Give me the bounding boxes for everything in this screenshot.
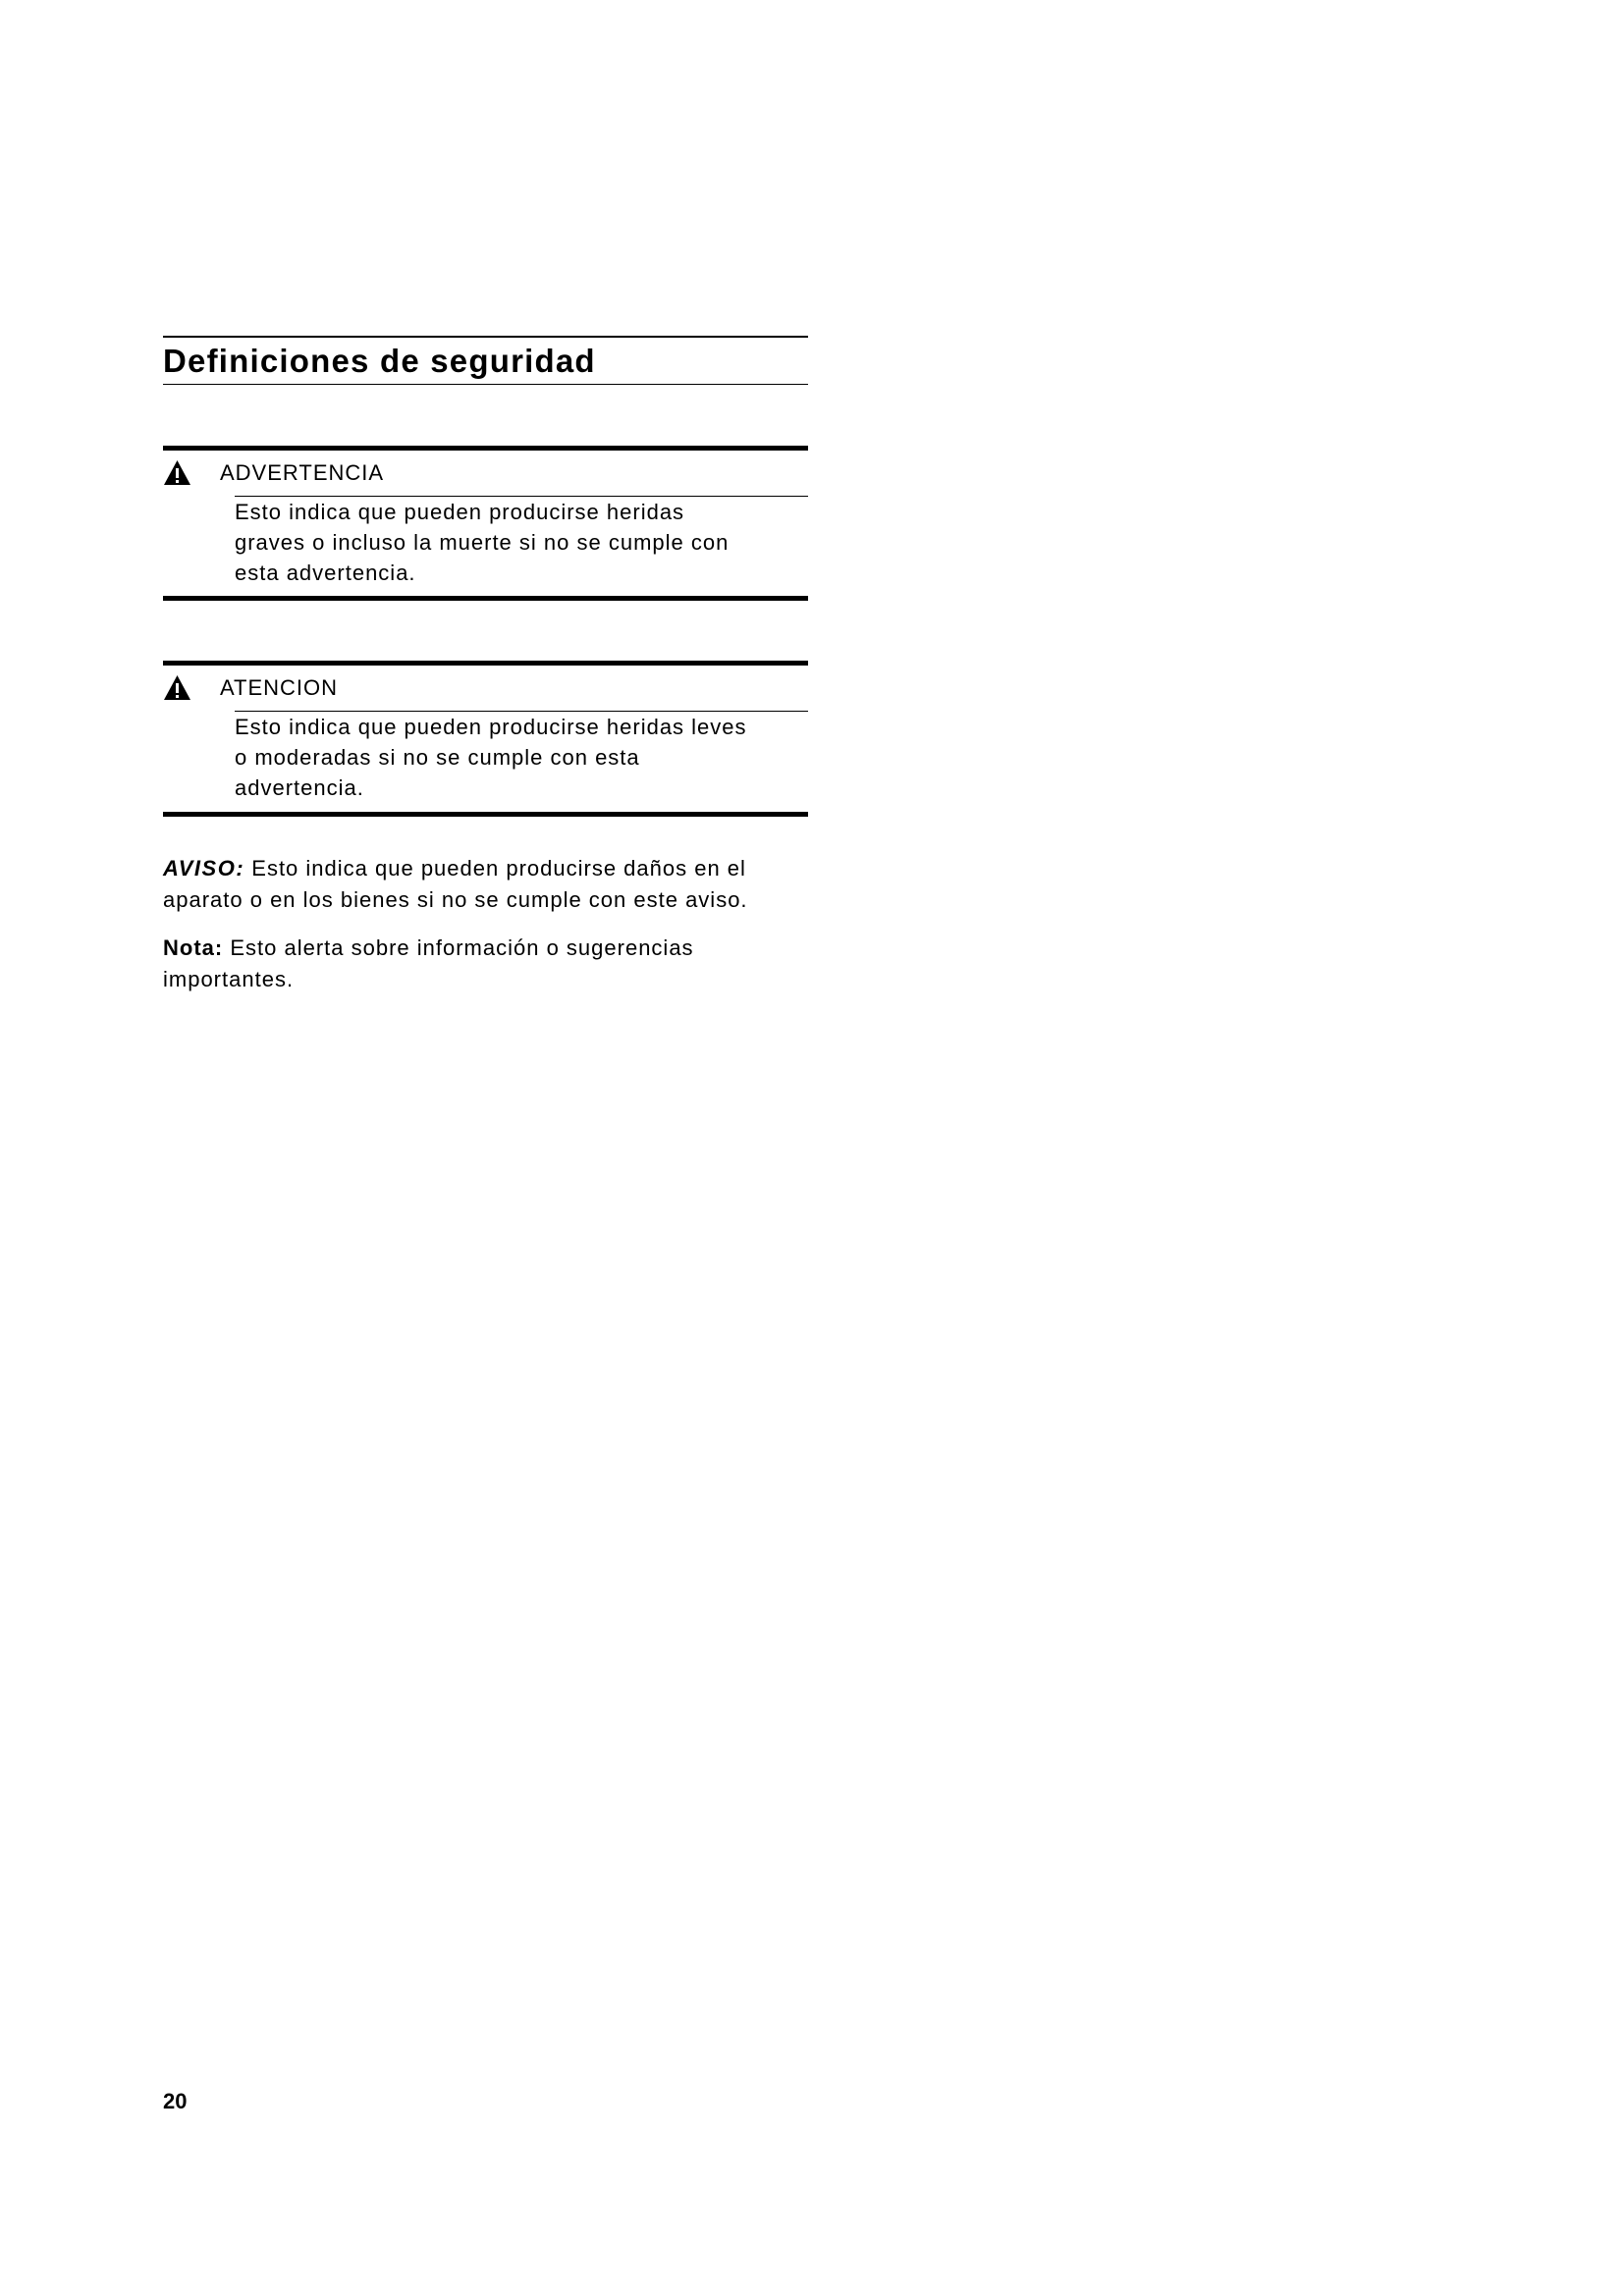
nota-paragraph	[163, 933, 821, 995]
section-rule-bottom	[163, 384, 808, 385]
advertencia-line-1: Esto indica que pueden producirse heridas	[235, 500, 685, 524]
atencion-header	[163, 671, 808, 705]
advertencia-rule-bottom	[163, 596, 808, 601]
section-rule-top	[163, 336, 808, 338]
advertencia-line-2: graves o incluso la muerte si no se cumple con	[235, 530, 730, 555]
advertencia-text	[235, 497, 814, 588]
section-title: Definiciones de seguridad	[163, 343, 596, 379]
aviso-line-1	[163, 853, 821, 884]
aviso-text-1: Esto indica que pueden producirse daños en el	[244, 856, 746, 881]
nota-line-2: importantes.	[163, 967, 295, 991]
advertencia-header	[163, 456, 808, 490]
warning-triangle-icon	[163, 674, 191, 701]
atencion-text	[235, 712, 814, 803]
atencion-box	[163, 661, 808, 818]
aviso-lead: AVISO:	[163, 856, 245, 881]
advertencia-line-3: esta advertencia.	[235, 561, 416, 585]
advertencia-box	[163, 446, 808, 603]
atencion-rule-top	[163, 661, 808, 666]
advertencia-rule-top	[163, 446, 808, 451]
nota-line-1	[163, 933, 821, 964]
advertencia-label: ADVERTENCIA	[220, 460, 385, 485]
aviso-paragraph	[163, 853, 821, 916]
atencion-line-2: o moderadas si no se cumple con esta	[235, 745, 640, 770]
nota-text-1: Esto alerta sobre información o sugerencias	[223, 935, 694, 960]
nota-lead: Nota:	[163, 935, 224, 960]
atencion-line-3: advertencia.	[235, 775, 364, 800]
atencion-label: ATENCION	[220, 675, 339, 700]
page-number: 20	[163, 2089, 188, 2113]
warning-triangle-icon	[163, 459, 191, 486]
atencion-rule-bottom	[163, 812, 808, 817]
atencion-line-1: Esto indica que pueden producirse heridas leves	[235, 715, 747, 739]
aviso-line-2: aparato o en los bienes si no se cumple con este aviso.	[163, 887, 748, 912]
